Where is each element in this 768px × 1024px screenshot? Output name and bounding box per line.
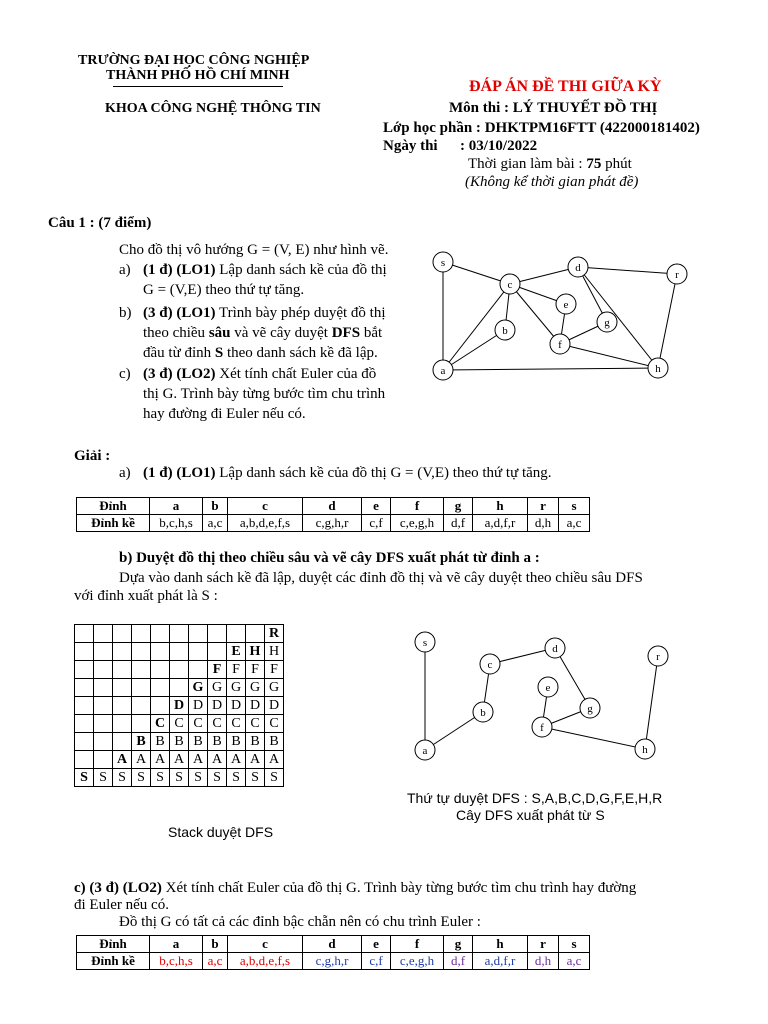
stack-cell xyxy=(94,715,113,733)
table-cell: a,b,d,e,f,s xyxy=(228,953,303,970)
stack-cell xyxy=(132,643,151,661)
stack-cell xyxy=(246,625,265,643)
question-b-text2d: DFS xyxy=(331,325,361,341)
stack-row xyxy=(75,751,284,769)
stack-cell: A xyxy=(132,751,151,769)
table-header-cell: s xyxy=(559,498,590,515)
stack-cell: S xyxy=(75,769,94,787)
question-b-text1: Trình bày phép duyệt đồ thị xyxy=(215,305,386,321)
stack-cell xyxy=(75,697,94,715)
table-cell: b,c,h,s xyxy=(150,515,203,532)
stack-cell: R xyxy=(265,625,284,643)
question-b-text2c: và vẽ cây duyệt xyxy=(230,325,332,341)
stack-cell xyxy=(113,661,132,679)
table-header-cell: f xyxy=(391,498,444,515)
stack-cell: S xyxy=(170,769,189,787)
stack-cell: B xyxy=(151,733,170,751)
duration-note: (Không kể thời gian phát đề) xyxy=(465,174,639,190)
table-cell: c,f xyxy=(362,953,391,970)
stack-cell: F xyxy=(246,661,265,679)
node-label-d: d xyxy=(575,262,581,274)
table-header-cell: d xyxy=(303,936,362,953)
graph-diagram xyxy=(425,240,695,385)
table-header-cell: g xyxy=(444,936,473,953)
stack-cell: C xyxy=(170,715,189,733)
stack-cell xyxy=(75,625,94,643)
tree-node-label-g: g xyxy=(587,703,593,715)
stack-cell: S xyxy=(227,769,246,787)
question-a-text1: Lập danh sách kề của đồ thị xyxy=(215,262,387,278)
table-cell: d,h xyxy=(528,953,559,970)
stack-cell xyxy=(132,715,151,733)
question-a-line1 xyxy=(143,262,387,279)
node-label-a: a xyxy=(440,365,446,377)
node-label-b: b xyxy=(502,325,508,337)
tree-node-label-c: c xyxy=(487,659,493,671)
stack-cell: C xyxy=(246,715,265,733)
stack-cell xyxy=(75,643,94,661)
stack-row xyxy=(75,697,284,715)
table-header-cell: b xyxy=(203,498,228,515)
faculty-name: KHOA CÔNG NGHỆ THÔNG TIN xyxy=(105,101,321,116)
stack-cell xyxy=(94,625,113,643)
table-cell: c,e,g,h xyxy=(391,953,444,970)
solution-c-line1 xyxy=(74,880,636,897)
edge-d-r xyxy=(578,267,677,274)
stack-cell xyxy=(75,679,94,697)
stack-cell: B xyxy=(132,733,151,751)
table-header-cell: c xyxy=(228,936,303,953)
node-label-h: h xyxy=(655,363,661,375)
table-cell: a,c xyxy=(559,953,590,970)
table-cell: c,g,h,r xyxy=(303,953,362,970)
solution-a-label: a) xyxy=(119,465,131,481)
table-header-cell: e xyxy=(362,936,391,953)
stack-cell: S xyxy=(132,769,151,787)
stack-cell: S xyxy=(208,769,227,787)
question-c-text1: Xét tính chất Euler của đồ xyxy=(215,366,377,382)
stack-cell xyxy=(227,625,246,643)
subject-label: Môn thi : LÝ THUYẾT ĐỒ THỊ xyxy=(449,100,658,116)
dfs-order: Thứ tự duyệt DFS : S,A,B,C,D,G,F,E,H,R xyxy=(407,790,663,806)
stack-cell: C xyxy=(227,715,246,733)
stack-cell xyxy=(170,643,189,661)
question-b-line2 xyxy=(143,325,382,342)
date-label: Ngày thi xyxy=(383,138,438,154)
node-label-s: s xyxy=(440,257,446,269)
school-name-line2: THÀNH PHỐ HỒ CHÍ MINH xyxy=(106,68,290,83)
stack-cell: B xyxy=(170,733,189,751)
solution-c-text3: Đồ thị G có tất cả các đỉnh bậc chẵn nên có chu trình Euler : xyxy=(119,914,481,930)
solution-heading: Giải : xyxy=(74,448,111,464)
question-c-line3: hay đường đi Euler nếu có. xyxy=(143,406,306,422)
solution-a-row xyxy=(143,465,552,482)
edge-b-a xyxy=(443,330,505,370)
table-cell: a,c xyxy=(559,515,590,532)
adjacency-table xyxy=(76,497,590,532)
table-header-cell: r xyxy=(528,498,559,515)
stack-cell: S xyxy=(113,769,132,787)
edge-d-h xyxy=(578,267,658,368)
question-c-line2: thị G. Trình bày từng bước tìm chu trình xyxy=(143,386,386,402)
table-cell: d,f xyxy=(444,515,473,532)
stack-cell xyxy=(113,715,132,733)
question-b-text3b: S xyxy=(214,345,224,361)
question-intro: Cho đồ thị vô hướng G = (V, E) như hình vẽ. xyxy=(119,242,389,258)
stack-cell xyxy=(151,661,170,679)
table-cell: a,c xyxy=(203,515,228,532)
edge-c-d xyxy=(510,267,578,284)
stack-cell xyxy=(113,733,132,751)
question-a-points: (1 đ) (LO1) xyxy=(143,262,216,278)
table-cell: b,c,h,s xyxy=(150,953,203,970)
class-value: DHKTPM16FTT (422000181402) xyxy=(484,120,700,136)
stack-cell xyxy=(170,661,189,679)
dfs-tree-caption: Cây DFS xuất phát từ S xyxy=(456,807,605,823)
tree-node-label-d: d xyxy=(552,643,558,655)
stack-cell xyxy=(94,661,113,679)
solution-b-text1: Dựa vào danh sách kề đã lập, duyệt các đỉnh đồ thị và vẽ cây duyệt theo chiều sâu DFS xyxy=(119,570,643,586)
question-heading: Câu 1 : (7 điểm) xyxy=(48,215,152,231)
dfs-tree-diagram xyxy=(405,628,675,768)
stack-cell xyxy=(151,697,170,715)
tree-node-label-h: h xyxy=(642,744,648,756)
class-row xyxy=(383,120,700,137)
table-header-cell: b xyxy=(203,936,228,953)
tree-node-label-e: e xyxy=(545,682,551,694)
stack-row xyxy=(75,715,284,733)
tree-edge-f-h xyxy=(542,727,645,749)
stack-cell: A xyxy=(208,751,227,769)
table-row-label: Đỉnh kề xyxy=(77,515,150,532)
table-row xyxy=(77,498,590,515)
stack-cell: E xyxy=(227,643,246,661)
stack-cell: A xyxy=(113,751,132,769)
table-header-cell: f xyxy=(391,936,444,953)
stack-cell: G xyxy=(189,679,208,697)
stack-cell: F xyxy=(227,661,246,679)
stack-cell: D xyxy=(227,697,246,715)
dfs-stack-table xyxy=(74,624,284,787)
stack-cell: A xyxy=(189,751,208,769)
stack-cell: S xyxy=(94,769,113,787)
table-header-label: Đỉnh xyxy=(77,936,150,953)
stack-cell: C xyxy=(265,715,284,733)
table-cell: c,g,h,r xyxy=(303,515,362,532)
stack-cell xyxy=(189,661,208,679)
school-name-line1: TRƯỜNG ĐẠI HỌC CÔNG NGHIỆP xyxy=(78,53,310,68)
stack-cell xyxy=(94,697,113,715)
stack-cell: B xyxy=(227,733,246,751)
question-a-label: a) xyxy=(119,262,131,278)
stack-row xyxy=(75,625,284,643)
edge-r-h xyxy=(658,274,677,368)
stack-cell xyxy=(75,715,94,733)
question-b-text2a: theo chiều xyxy=(143,325,209,341)
question-b-label: b) xyxy=(119,305,132,321)
stack-cell xyxy=(113,625,132,643)
node-label-r: r xyxy=(675,269,679,281)
stack-cell xyxy=(132,661,151,679)
stack-cell: D xyxy=(246,697,265,715)
question-b-text2e: bắt xyxy=(360,325,383,341)
stack-cell xyxy=(151,625,170,643)
table-header-cell: s xyxy=(559,936,590,953)
stack-cell: S xyxy=(265,769,284,787)
stack-cell: H xyxy=(265,643,284,661)
duration-prefix: Thời gian làm bài : xyxy=(468,156,587,172)
table-header-cell: a xyxy=(150,936,203,953)
stack-cell: F xyxy=(265,661,284,679)
date-value: : 03/10/2022 xyxy=(460,138,538,154)
solution-c-points: c) (3 đ) (LO2) xyxy=(74,880,162,896)
node-label-c: c xyxy=(507,279,513,291)
duration-suffix: phút xyxy=(601,156,632,172)
stack-cell: S xyxy=(151,769,170,787)
stack-cell: G xyxy=(265,679,284,697)
stack-cell: A xyxy=(170,751,189,769)
class-label: Lớp học phần : xyxy=(383,120,485,136)
stack-row xyxy=(75,679,284,697)
stack-cell xyxy=(75,661,94,679)
table-header-label: Đỉnh xyxy=(77,498,150,515)
question-b-points: (3 đ) (LO1) xyxy=(143,305,216,321)
stack-cell: D xyxy=(189,697,208,715)
node-label-e: e xyxy=(563,299,569,311)
question-c-points: (3 đ) (LO2) xyxy=(143,366,216,382)
tree-node-label-s: s xyxy=(422,637,428,649)
stack-cell: G xyxy=(227,679,246,697)
table-header-cell: c xyxy=(228,498,303,515)
table-row-label: Đỉnh kề xyxy=(77,953,150,970)
table-header-cell: r xyxy=(528,936,559,953)
table-cell: d,h xyxy=(528,515,559,532)
stack-cell: D xyxy=(265,697,284,715)
tree-node-label-a: a xyxy=(422,745,428,757)
stack-cell: G xyxy=(246,679,265,697)
node-label-f: f xyxy=(558,339,562,351)
table-row xyxy=(77,936,590,953)
duration-value: 75 xyxy=(586,156,602,172)
stack-cell xyxy=(189,625,208,643)
solution-a-text: Lập danh sách kề của đồ thị G = (V,E) theo thứ tự tăng. xyxy=(215,465,552,481)
table-cell: a,d,f,r xyxy=(473,515,528,532)
solution-a-points: (1 đ) (LO1) xyxy=(143,465,216,481)
tree-node-label-r: r xyxy=(656,651,660,663)
stack-cell: D xyxy=(208,697,227,715)
stack-row xyxy=(75,769,284,787)
table-row xyxy=(77,515,590,532)
duration-row xyxy=(468,156,632,173)
solution-b-heading: b) Duyệt đồ thị theo chiều sâu và vẽ cây DFS xuất phát từ đỉnh a : xyxy=(119,550,540,566)
stack-cell: D xyxy=(170,697,189,715)
stack-cell xyxy=(75,751,94,769)
solution-c-text2: đi Euler nếu có. xyxy=(74,897,169,913)
stack-cell: A xyxy=(246,751,265,769)
stack-cell: C xyxy=(189,715,208,733)
question-b-line3 xyxy=(143,345,378,362)
page-title: ĐÁP ÁN ĐỀ THI GIỮA KỲ xyxy=(469,78,662,95)
stack-cell xyxy=(94,751,113,769)
table-cell: a,b,d,e,f,s xyxy=(228,515,303,532)
table-cell: d,f xyxy=(444,953,473,970)
tree-edge-h-r xyxy=(645,656,658,749)
stack-cell xyxy=(113,679,132,697)
edge-f-h xyxy=(560,344,658,368)
table-header-cell: h xyxy=(473,936,528,953)
stack-row xyxy=(75,733,284,751)
stack-cell: S xyxy=(189,769,208,787)
table-header-cell: d xyxy=(303,498,362,515)
header-underline xyxy=(113,86,283,87)
table-cell: c,e,g,h xyxy=(391,515,444,532)
node-label-g: g xyxy=(604,317,610,329)
stack-cell: C xyxy=(151,715,170,733)
question-c-line1 xyxy=(143,366,376,383)
stack-cell: C xyxy=(208,715,227,733)
stack-cell xyxy=(151,679,170,697)
tree-node-label-b: b xyxy=(480,707,486,719)
solution-b-text2: với đỉnh xuất phát là S : xyxy=(74,588,218,604)
stack-cell xyxy=(208,625,227,643)
stack-row xyxy=(75,661,284,679)
stack-cell xyxy=(132,697,151,715)
stack-cell xyxy=(94,733,113,751)
stack-cell: H xyxy=(246,643,265,661)
stack-row xyxy=(75,643,284,661)
stack-cell xyxy=(94,679,113,697)
stack-cell xyxy=(189,643,208,661)
stack-caption: Stack duyệt DFS xyxy=(168,824,274,840)
stack-cell: F xyxy=(208,661,227,679)
stack-cell: B xyxy=(265,733,284,751)
table-cell: a,c xyxy=(203,953,228,970)
question-b-text3a: đầu từ đỉnh xyxy=(143,345,215,361)
table-header-cell: g xyxy=(444,498,473,515)
question-c-label: c) xyxy=(119,366,131,382)
stack-cell xyxy=(94,643,113,661)
stack-cell: B xyxy=(246,733,265,751)
stack-cell: B xyxy=(189,733,208,751)
stack-cell: B xyxy=(208,733,227,751)
stack-cell: A xyxy=(151,751,170,769)
stack-cell xyxy=(208,643,227,661)
stack-cell: G xyxy=(208,679,227,697)
stack-cell xyxy=(113,697,132,715)
stack-cell: A xyxy=(227,751,246,769)
question-b-line1 xyxy=(143,305,386,322)
table-cell: a,d,f,r xyxy=(473,953,528,970)
stack-cell: S xyxy=(246,769,265,787)
stack-cell xyxy=(132,679,151,697)
euler-adjacency-table xyxy=(76,935,590,970)
stack-cell xyxy=(170,679,189,697)
table-header-cell: a xyxy=(150,498,203,515)
stack-cell xyxy=(170,625,189,643)
stack-cell xyxy=(151,643,170,661)
table-header-cell: h xyxy=(473,498,528,515)
question-b-text2b: sâu xyxy=(208,325,231,341)
question-b-text3c: theo danh sách kề đã lập. xyxy=(223,345,378,361)
stack-cell xyxy=(75,733,94,751)
edge-a-h xyxy=(443,368,658,370)
table-cell: c,f xyxy=(362,515,391,532)
edge-s-c xyxy=(443,262,510,284)
stack-cell xyxy=(132,625,151,643)
stack-cell: A xyxy=(265,751,284,769)
table-row xyxy=(77,953,590,970)
question-a-line2: G = (V,E) theo thứ tự tăng. xyxy=(143,282,305,298)
tree-node-label-f: f xyxy=(540,722,544,734)
solution-c-text1: Xét tính chất Euler của đồ thị G. Trình bày từng bước tìm chu trình hay đường xyxy=(161,880,637,896)
table-header-cell: e xyxy=(362,498,391,515)
stack-cell xyxy=(113,643,132,661)
